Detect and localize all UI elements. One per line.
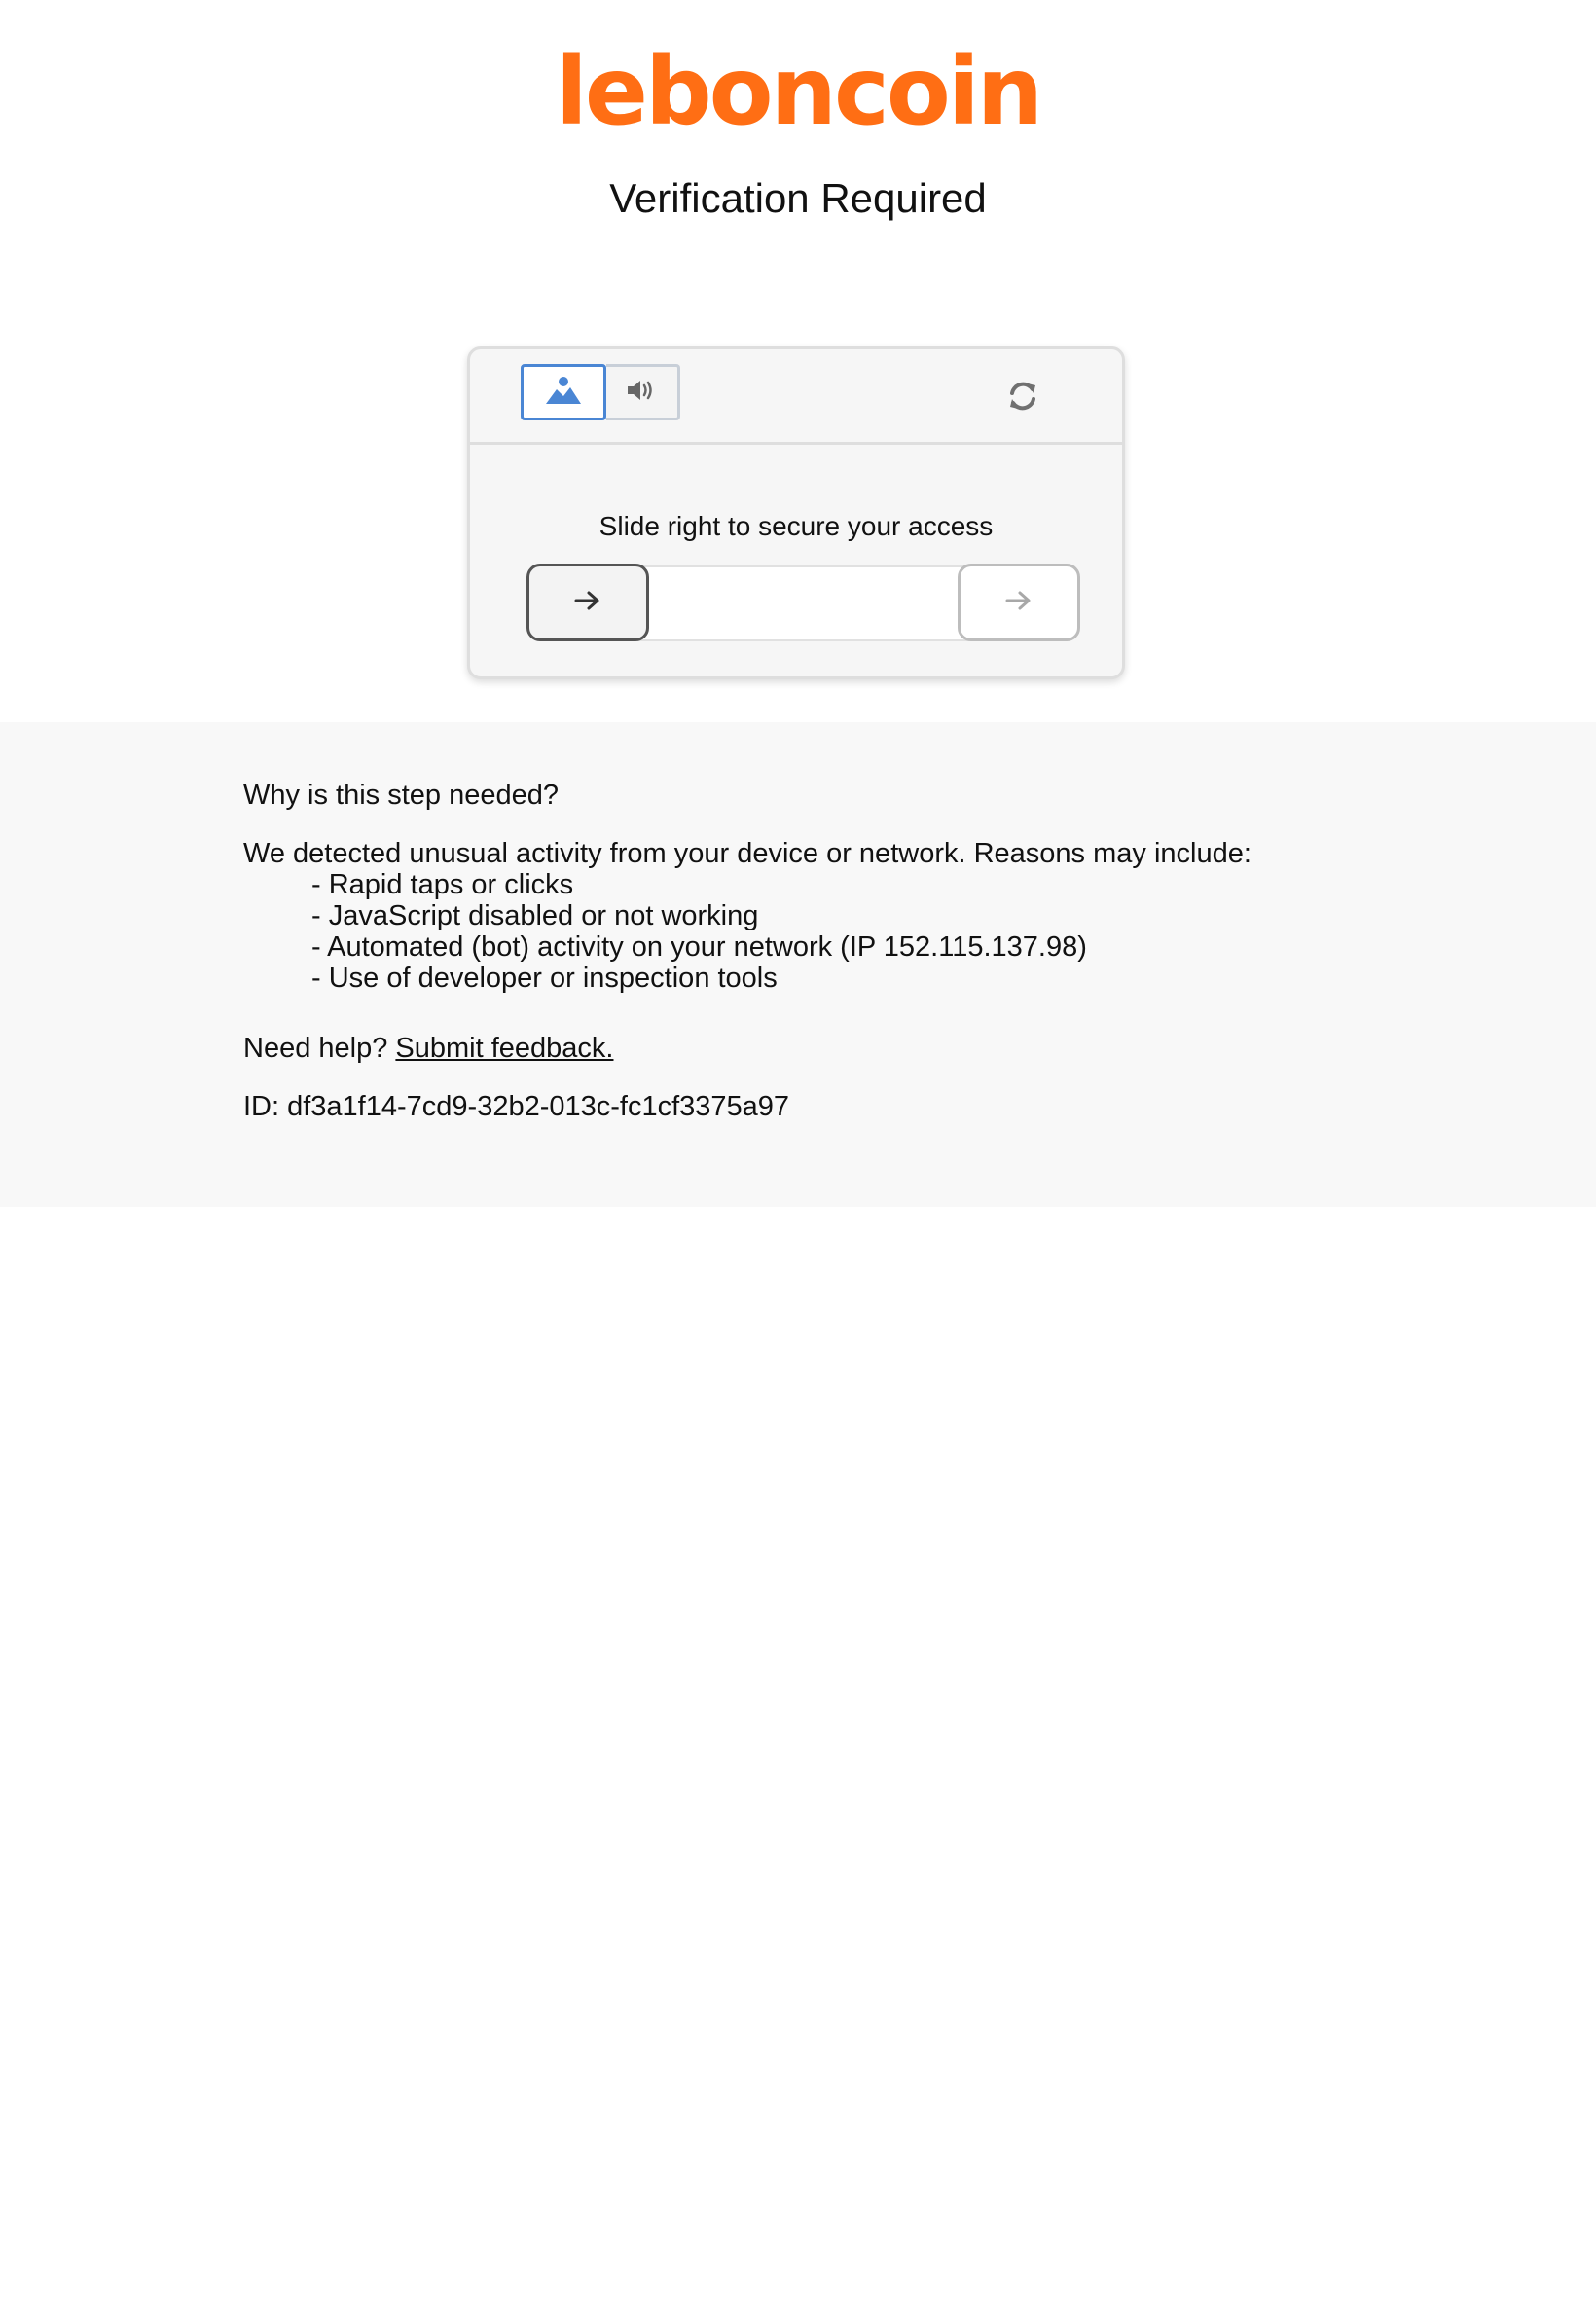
speaker-icon: [626, 377, 659, 409]
audio-challenge-button[interactable]: [606, 364, 680, 420]
captcha-widget: [467, 346, 1125, 679]
info-content: [243, 780, 1411, 1122]
refresh-button[interactable]: [1003, 379, 1042, 418]
request-id: ID: df3a1f14-7cd9-32b2-013c-fc1cf3375a97: [243, 1091, 790, 1122]
info-section: [0, 722, 1596, 1207]
reasons-list: [243, 869, 1411, 994]
captcha-header: [470, 349, 1122, 445]
reason-item: - JavaScript disabled or not working: [311, 900, 759, 931]
submit-feedback-link[interactable]: Submit feedback.: [395, 1033, 614, 1064]
slider-target: [958, 564, 1080, 641]
reason-item: - Automated (bot) activity on your network (IP 152.115.137.98): [311, 931, 1087, 963]
refresh-icon: [1004, 378, 1041, 419]
brand-logo: [0, 37, 1596, 146]
reason-item: - Use of developer or inspection tools: [311, 963, 778, 994]
logo-text: leboncoin: [555, 37, 1041, 146]
visual-challenge-button[interactable]: [521, 364, 606, 420]
page-title: Verification Required: [609, 175, 987, 221]
info-question: Why is this step needed?: [243, 780, 560, 811]
slider-instruction: Slide right to secure your access: [598, 511, 994, 541]
arrow-right-icon: [1004, 589, 1034, 617]
image-icon: [544, 375, 583, 411]
slider-handle[interactable]: [526, 564, 649, 641]
reason-item: - Rapid taps or clicks: [311, 869, 574, 900]
arrow-right-icon: [573, 589, 602, 617]
help-line: [243, 1033, 1411, 1064]
reasons-intro: We detected unusual activity from your device or network. Reasons may include:: [243, 838, 1251, 869]
help-prefix: Need help?: [243, 1033, 388, 1064]
